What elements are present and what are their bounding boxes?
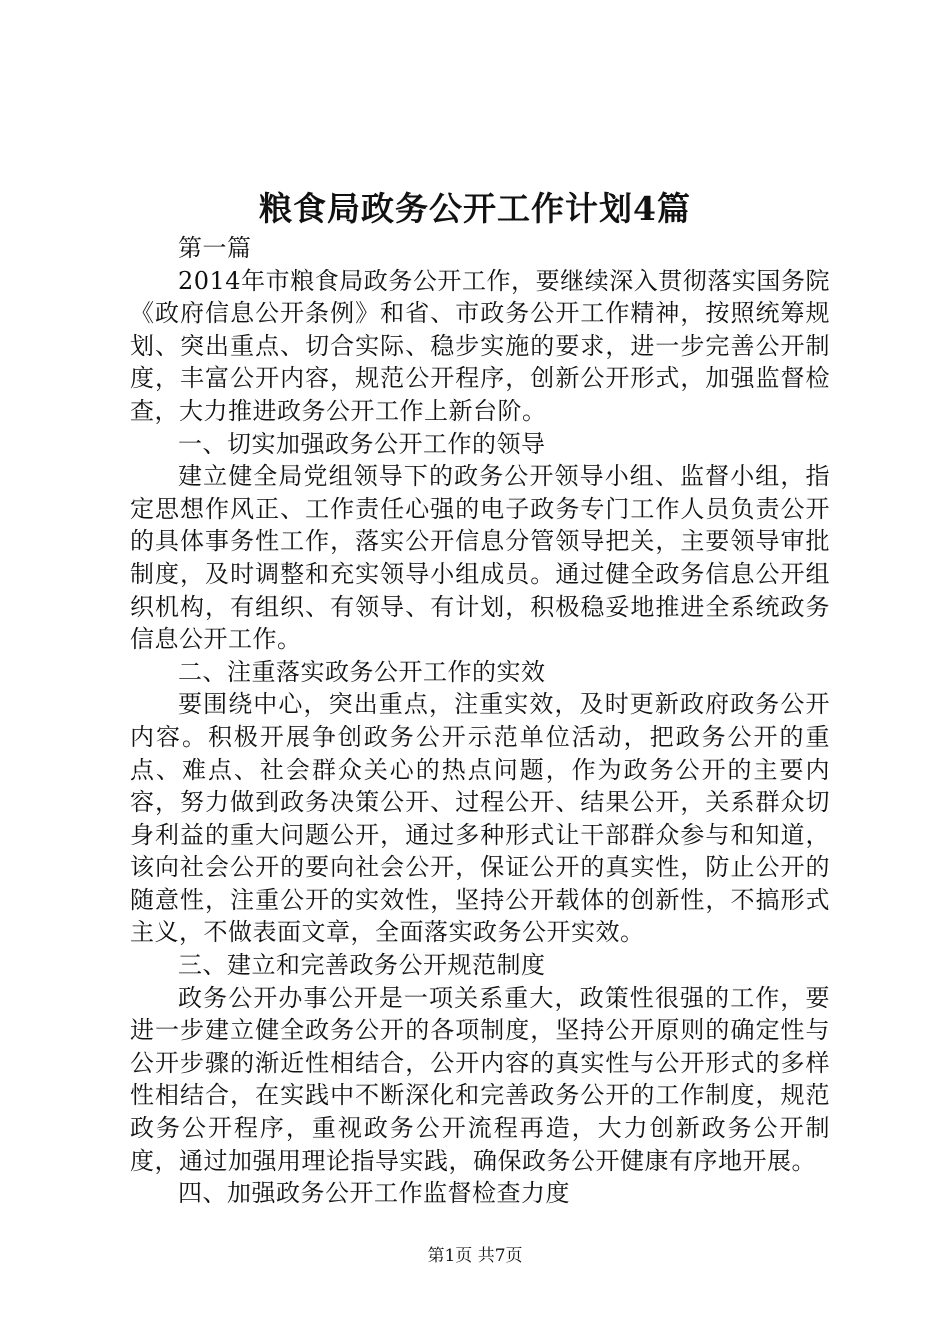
section-heading: 二、注重落实政务公开工作的实效 [178, 657, 546, 686]
section-heading: 四、加强政务公开工作监督检查力度 [178, 1179, 570, 1208]
body-paragraph: 要围绕中心，突出重点，注重实效，及时更新政府政务公开内容。积极开展争创政务公开示范单位活动，把政务公开的重点、难点、社会群众关心的热点问题，作为政务公开的主要内容，努力做到政务决策公开、过程公开、结果公开，关系群众切身利益的重大问题公开，通过多种形式让干部群众参与和知道，该向社会公开的要向社会公开，保证公开的真实性，防止公开的随意性，注重公开的实效性，坚持公开载体的创新性，不搞形式主义，不做表面文章，全面落实政务公开实效。 [130, 690, 830, 947]
body-paragraph: 建立健全局党组领导下的政务公开领导小组、监督小组，指定思想作风正、工作责任心强的电子政务专门工作人员负责公开的具体事务性工作，落实公开信息分管领导把关，主要领导审批制度，及时调整和充实领导小组成员。通过健全政务信息公开组织机构，有组织、有领导、有计划，积极稳妥地推进全系统政务信息公开工作。 [130, 462, 830, 654]
body-paragraph: 政务公开办事公开是一项关系重大，政策性很强的工作，要进一步建立健全政务公开的各项制度，坚持公开原则的确定性与公开步骤的渐近性相结合，公开内容的真实性与公开形式的多样性相结合，在实践中不断深化和完善政务公开的工作制度，规范政务公开程序，重视政务公开流程再造，大力创新政务公开制度，通过加强用理论指导实践，确保政务公开健康有序地开展。 [130, 983, 830, 1175]
section-label: 第一篇 [178, 234, 252, 262]
section-heading: 一、切实加强政务公开工作的领导 [178, 429, 546, 458]
section-heading: 三、建立和完善政务公开规范制度 [178, 951, 546, 980]
document-body [130, 232, 830, 1210]
body-paragraph: 2014年市粮食局政务公开工作，要继续深入贯彻落实国务院《政府信息公开条例》和省、市政务公开工作精神，按照统筹规划、突出重点、切合实际、稳步实施的要求，进一步完善公开制度，丰富公开内容，规范公开程序，创新公开形式，加强监督检查，大力推进政务公开工作上新台阶。 [130, 266, 830, 425]
page-footer: 第1页 共7页 [427, 1246, 523, 1266]
document-title: 粮食局政务公开工作计划4篇 [259, 189, 691, 228]
